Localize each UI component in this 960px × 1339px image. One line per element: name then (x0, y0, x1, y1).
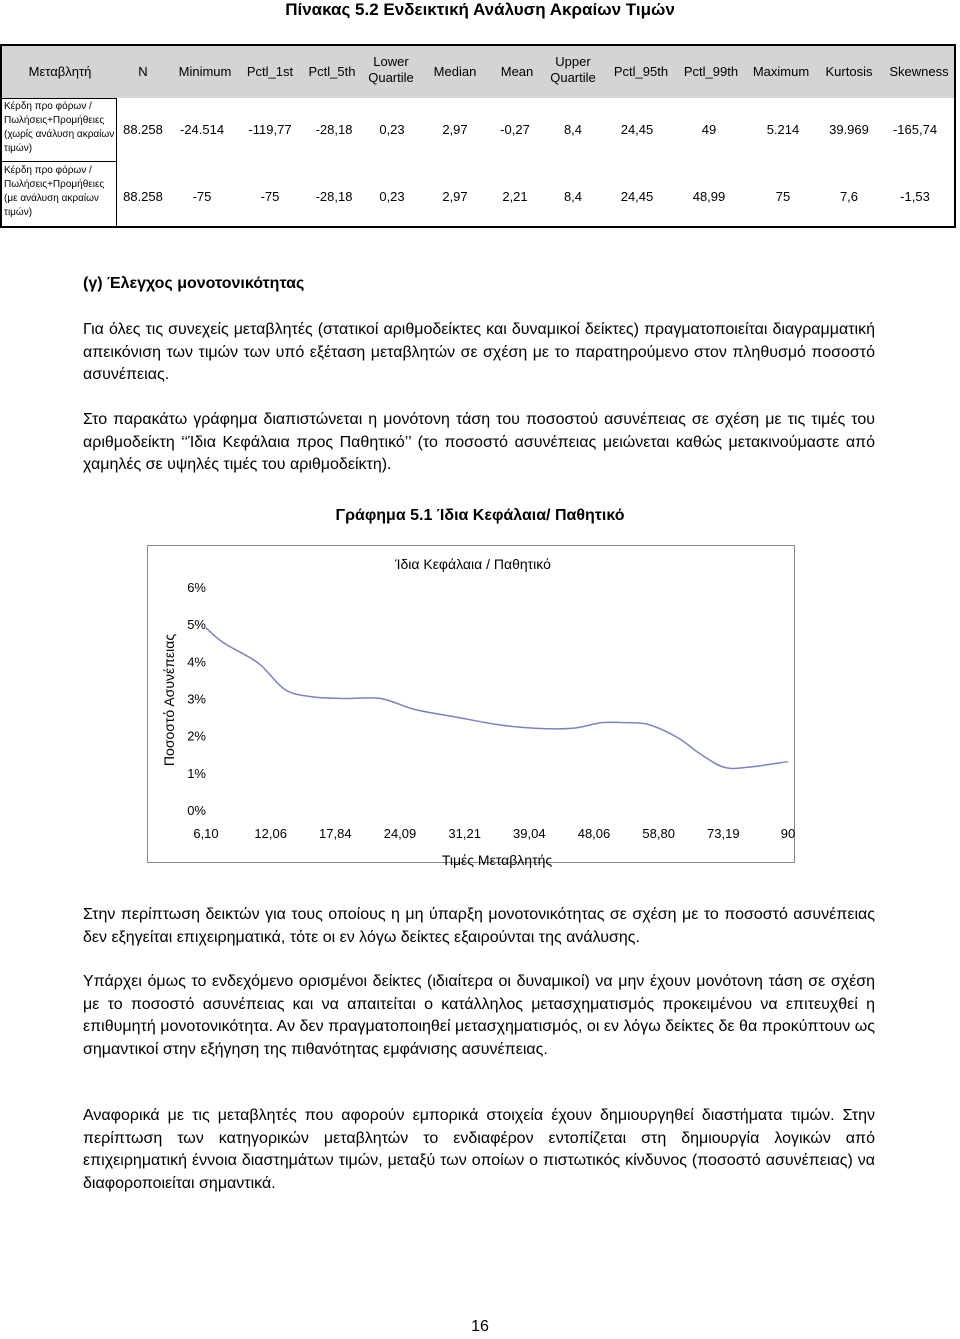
series-line (206, 628, 788, 769)
table-cell: 8,4 (563, 189, 583, 204)
table-cell: 0,23 (379, 189, 405, 204)
col-header: Μεταβλητή (28, 64, 92, 79)
table-cell: -28,18 (315, 122, 353, 137)
y-tick-label: 3% (187, 691, 206, 707)
col-header: Skewness (889, 64, 949, 79)
col-header: N (138, 64, 148, 79)
paragraph: Υπάρχει όμως το ενδεχόμενο ορισμένοι δείκτες (ιδιαίτερα οι δυναμικοί) να μην έχουν μονότονη τάση σε σχέση με το ποσοστό ασυνέπειας και να απαιτείται ο κατάλληλος μετασχηματισμός προκειμένου να επιτευχθεί η επιθυμητή μονοτονικότητα. Αν δεν πραγματοποιηθεί μετασχηματισμός, οι εν λόγω δείκτες δε θα προκύπτουν ως σημαντικοί στην εξήγηση της πιθανότητας εμφάνισης ασυνέπειας. (83, 973, 875, 1058)
x-tick-label: 31,21 (448, 826, 481, 841)
paragraph: Αναφορικά με τις μεταβλητές που αφορούν εμπορικά στοιχεία έχουν δημιουργηθεί διαστήματα τιμών. Στην περίπτωση των κατηγορικών μεταβλητών το ενδιαφέρον εντοπίζεται στη δημιουργία λογικών από επιχειρηματική έννοια διαστημάτων τιμών, μεταξύ των οποίων ο πιστωτικός κίνδυνος (ποσοστό ασυνέπειας) να διαφοροποιείται σημαντικά. (83, 1107, 875, 1192)
table-cell: 24,45 (620, 122, 654, 137)
table-cell: 49 (701, 122, 717, 137)
table-cell: -119,77 (248, 122, 292, 137)
col-header: Maximum (752, 64, 810, 79)
col-header: Pctl_1st (246, 64, 294, 79)
x-tick-label: 12,06 (254, 826, 287, 841)
table-cell: 0,23 (379, 122, 405, 137)
table-cell: 88.258 (123, 122, 163, 137)
table-cell: 8,4 (563, 122, 583, 137)
col-header: Lower Quartile (368, 54, 414, 85)
row-label: Κέρδη προ φόρων / Πωλήσεις+Προμήθειες (με ανάλυση ακραίων τιμών) (4, 165, 105, 218)
col-header: Median (433, 64, 477, 79)
table-cell: -24.514 (179, 122, 225, 137)
paragraph: Στο παρακάτω γράφημα διαπιστώνεται η μονότονη τάση του ποσοστού ασυνέπειας σε σχέση με τις τιμές του αριθμοδείκτη ‘‘Ίδια Κεφάλαια προς Παθητικό’’ (το ποσοστό ασυνέπειας μειώνεται καθώς μετακινούμαστε από χαμηλές σε υψηλές τιμές του αριθμοδείκτη). (83, 411, 875, 473)
chart-heading: Γράφημα 5.1 Ίδια Κεφάλαια/ Παθητικό (335, 507, 625, 524)
table-cell: 24,45 (620, 189, 654, 204)
col-header: Upper Quartile (550, 54, 596, 85)
y-tick-label: 4% (187, 654, 206, 670)
table-title: Πίνακας 5.2 Ενδεικτική Ανάλυση Ακραίων Τιμών (285, 0, 675, 19)
table-cell: 88.258 (123, 189, 163, 204)
chart-title: Ίδια Κεφάλαια / Παθητικό (395, 556, 551, 572)
y-tick-label: 6% (187, 580, 206, 595)
table-cell: -1,53 (900, 189, 930, 204)
col-header: Pctl_99th (683, 64, 739, 79)
col-header: Pctl_95th (613, 64, 669, 79)
table-cell: 48,99 (692, 189, 726, 204)
y-tick-label: 0% (187, 803, 206, 818)
col-header: Pctl_5th (308, 64, 356, 79)
table-cell: 7,6 (839, 189, 859, 204)
y-axis-label: Ποσοστό Ασυνέπειας (161, 633, 177, 767)
table-cell: 2,21 (502, 189, 528, 204)
y-tick-label: 2% (187, 728, 206, 744)
section-heading: (γ) Έλεγχος μονοτονικότητας (83, 275, 305, 292)
x-tick-label: 17,84 (319, 826, 352, 841)
table-cell: 5.214 (766, 122, 800, 137)
table-cell: 2,97 (442, 189, 468, 204)
table-cell: -75 (192, 189, 212, 204)
table-cell: 75 (775, 189, 791, 204)
col-header: Mean (500, 64, 534, 79)
x-axis-label: Τιμές Μεταβλητής (441, 852, 553, 868)
paragraph: Για όλες τις συνεχείς μεταβλητές (στατικοί αριθμοδείκτες και δυναμικοί δείκτες) πραγματοποιείται διαγραμματική απεικόνιση των τιμών των υπό εξέταση μεταβλητών σε σχέση με το παρατηρούμενο στον πληθυσμό ποσοστό ασυνέπειας. (83, 321, 875, 383)
y-tick-label: 1% (187, 765, 206, 781)
paragraph: Στην περίπτωση δεικτών για τους οποίους η μη ύπαρξη μονοτονικότητας σε σχέση με το ποσοστό ασυνέπειας δεν εξηγείται επιχειρηματικά, τότε οι εν λόγω δείκτες εξαιρούνται της ανάλυσης. (83, 906, 875, 946)
table-cell: -165,74 (892, 122, 938, 137)
y-tick-label: 5% (187, 617, 206, 633)
table-cell: 39.969 (829, 122, 869, 137)
x-tick-label: 90 (780, 826, 796, 841)
x-tick-label: 6,10 (193, 826, 219, 841)
table-cell: -0,27 (500, 122, 530, 137)
col-header: Kurtosis (825, 64, 873, 79)
table-cell: -75 (260, 189, 280, 204)
table-cell: -28,18 (315, 189, 353, 204)
x-tick-label: 24,09 (383, 826, 417, 841)
row-label: Κέρδη προ φόρων / Πωλήσεις+Προμήθειες (χωρίς ανάλυση ακραίων τιμών) (4, 101, 115, 154)
page-number: 16 (471, 1318, 489, 1335)
x-tick-label: 48,06 (577, 826, 611, 841)
x-tick-label: 73,19 (707, 826, 740, 841)
table-cell: 2,97 (442, 122, 468, 137)
x-tick-label: 39,04 (513, 826, 546, 841)
col-header: Minimum (178, 64, 232, 79)
x-tick-label: 58,80 (642, 826, 675, 841)
